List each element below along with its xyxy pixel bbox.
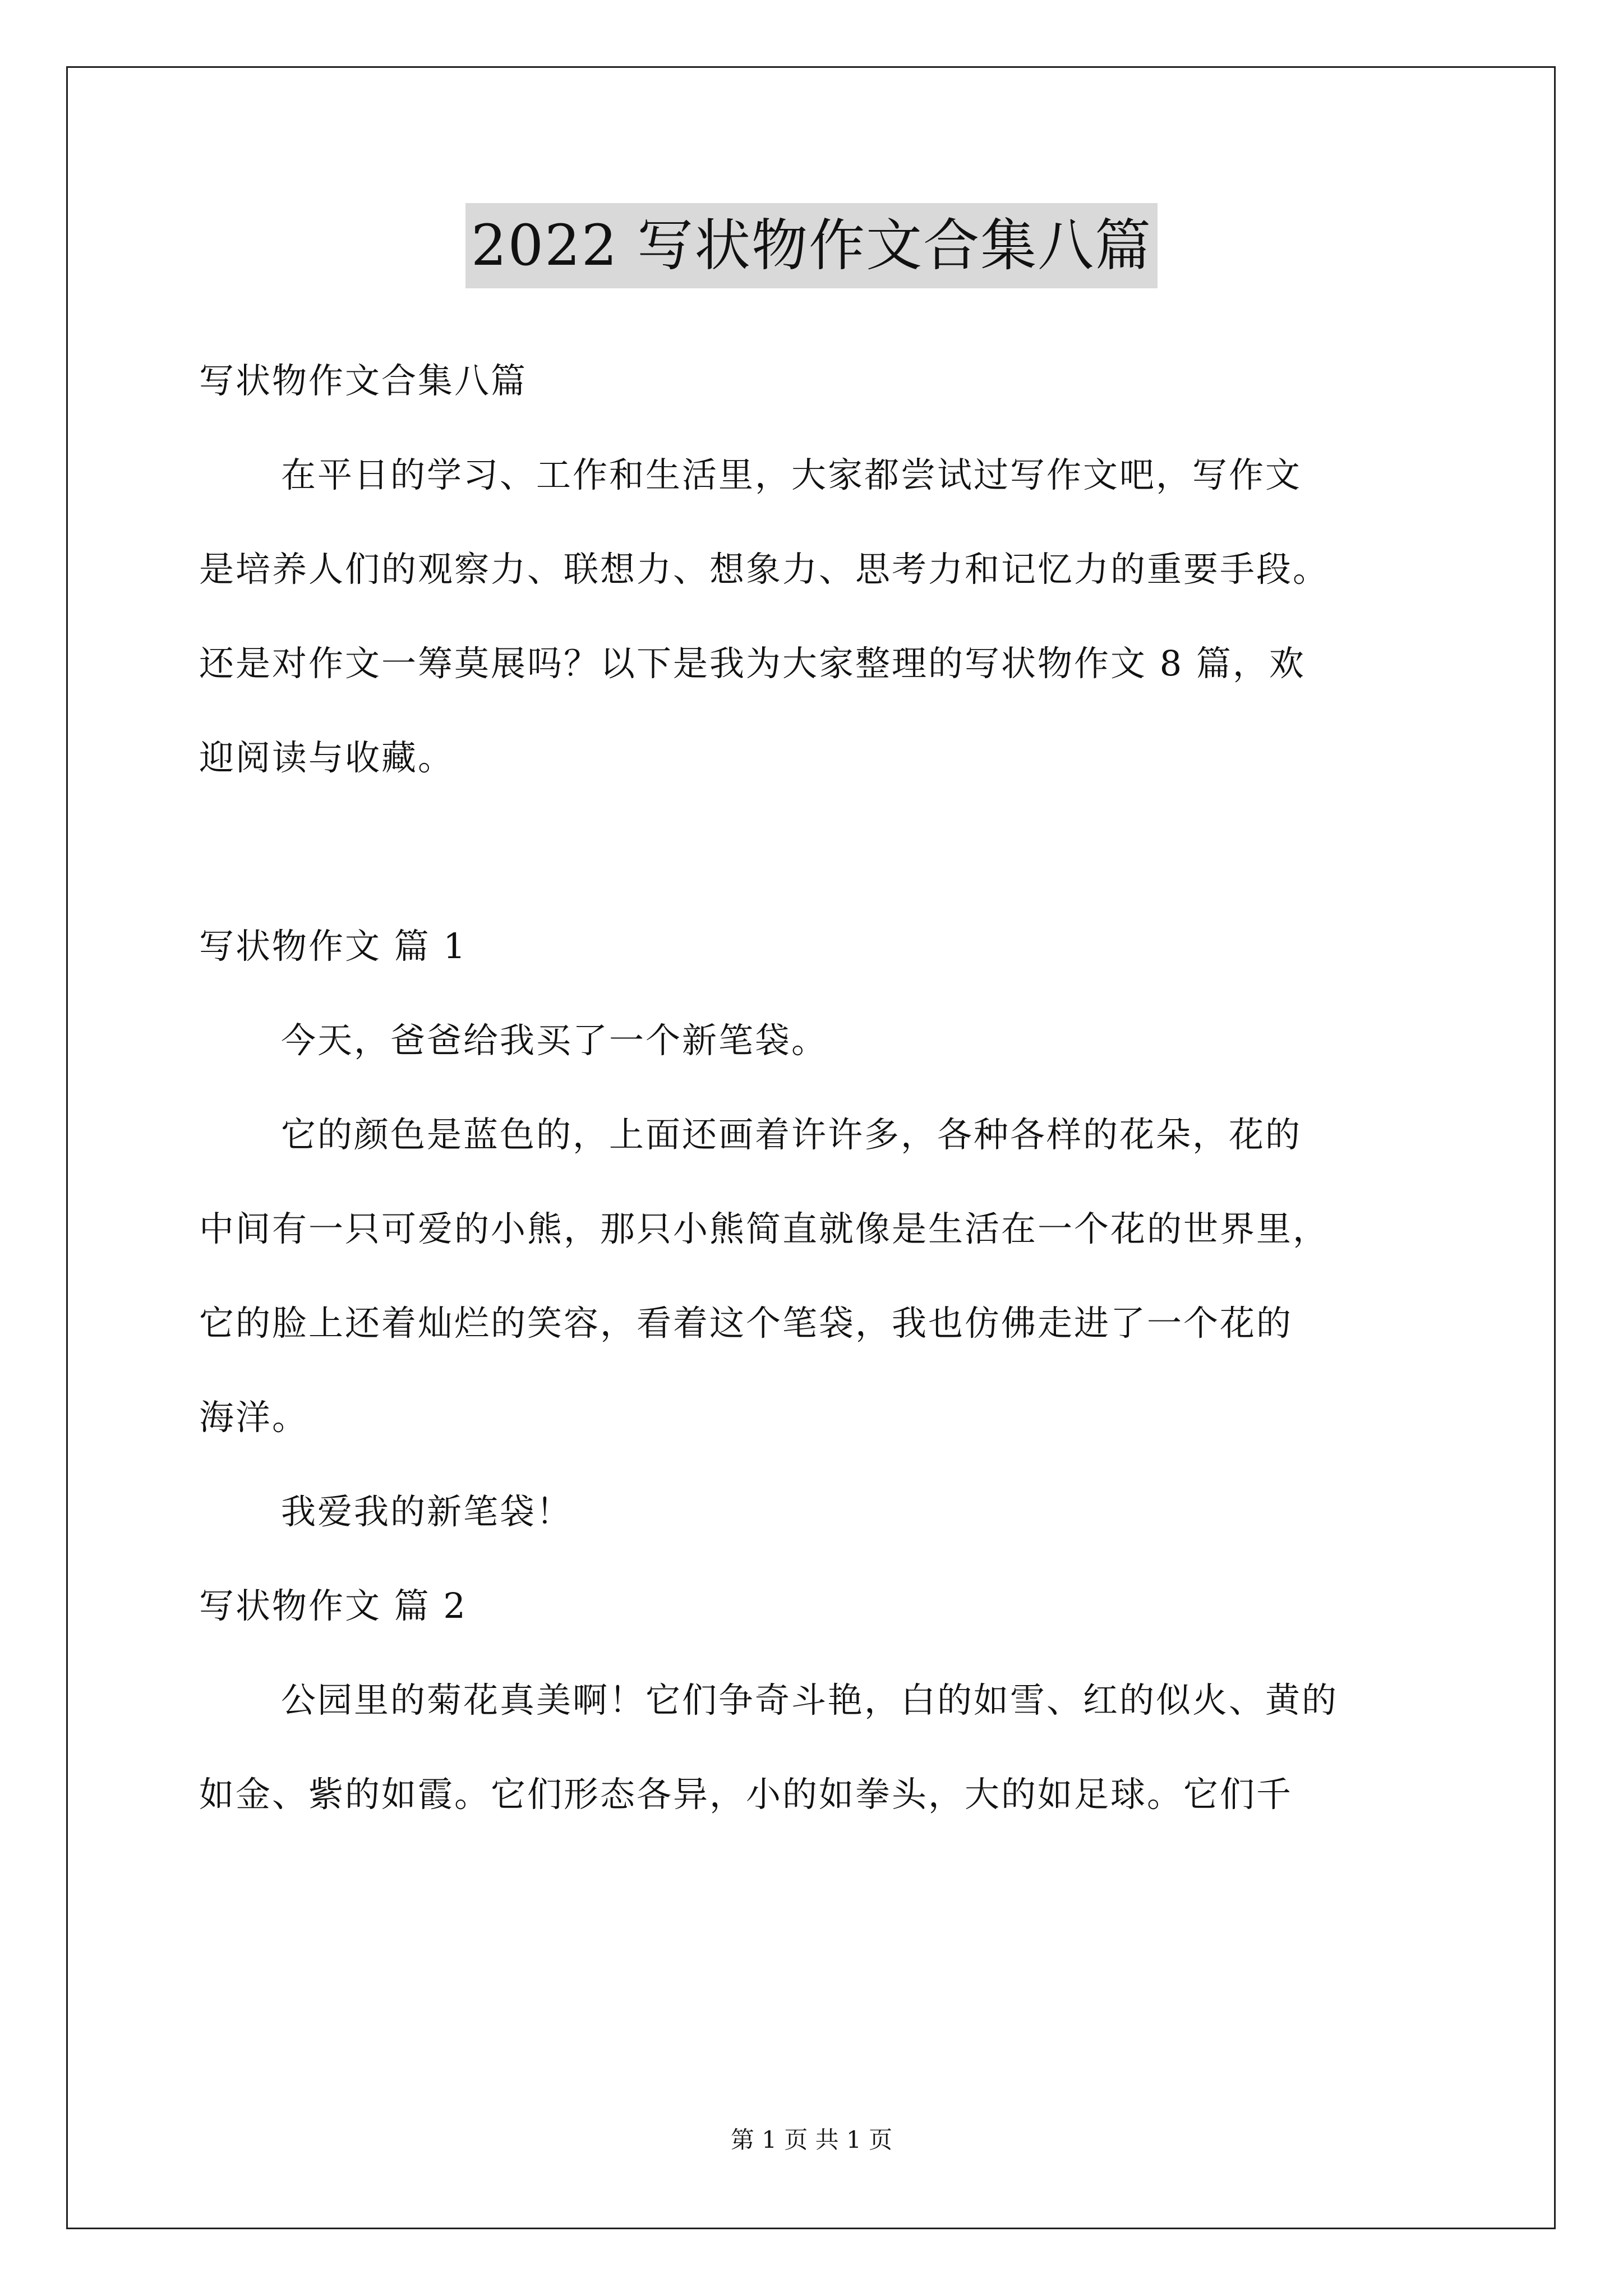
paragraph-line: 它的颜色是蓝色的，上面还画着许许多，各种各样的花朵，花的 [281, 1114, 1302, 1155]
document-title: 2022 写状物作文合集八篇 [465, 203, 1158, 288]
intro-line: 是培养人们的观察力、联想力、想象力、思考力和记忆力的重要手段。 [199, 549, 1330, 590]
paragraph-line: 如金、紫的如霞。它们形态各异，小的如拳头，大的如足球。它们千 [199, 1774, 1293, 1815]
page-footer: 第 1 页 共 1 页 [730, 2126, 893, 2154]
intro-line: 在平日的学习、工作和生活里，大家都尝试过写作文吧，写作文 [281, 454, 1302, 495]
paragraph-line: 公园里的菊花真美啊！它们争奇斗艳，白的如雪、红的似火、黄的 [281, 1680, 1339, 1720]
blank-line [199, 805, 1427, 899]
paragraph-line: 中间有一只可爱的小熊，那只小熊简直就像是生活在一个花的世界里， [199, 1208, 1330, 1249]
paragraph-line: 它的脸上还着灿烂的笑容，看着这个笔袋，我也仿佛走进了一个花的 [199, 1303, 1293, 1343]
intro-line: 迎阅读与收藏。 [199, 737, 455, 778]
title-area [0, 203, 1623, 288]
subtitle: 写状物作文合集八篇 [199, 360, 528, 401]
document-body [199, 334, 1427, 1842]
paragraph-line: 我爱我的新笔袋！ [281, 1491, 573, 1532]
section-heading: 写状物作文 篇 2 [199, 1585, 467, 1626]
paragraph-line: 海洋。 [199, 1397, 309, 1438]
intro-line: 还是对作文一筹莫展吗？以下是我为大家整理的写状物作文 8 篇，欢 [199, 643, 1306, 684]
section-heading: 写状物作文 篇 1 [199, 926, 467, 967]
paragraph-line: 今天，爸爸给我买了一个新笔袋。 [281, 1020, 828, 1061]
